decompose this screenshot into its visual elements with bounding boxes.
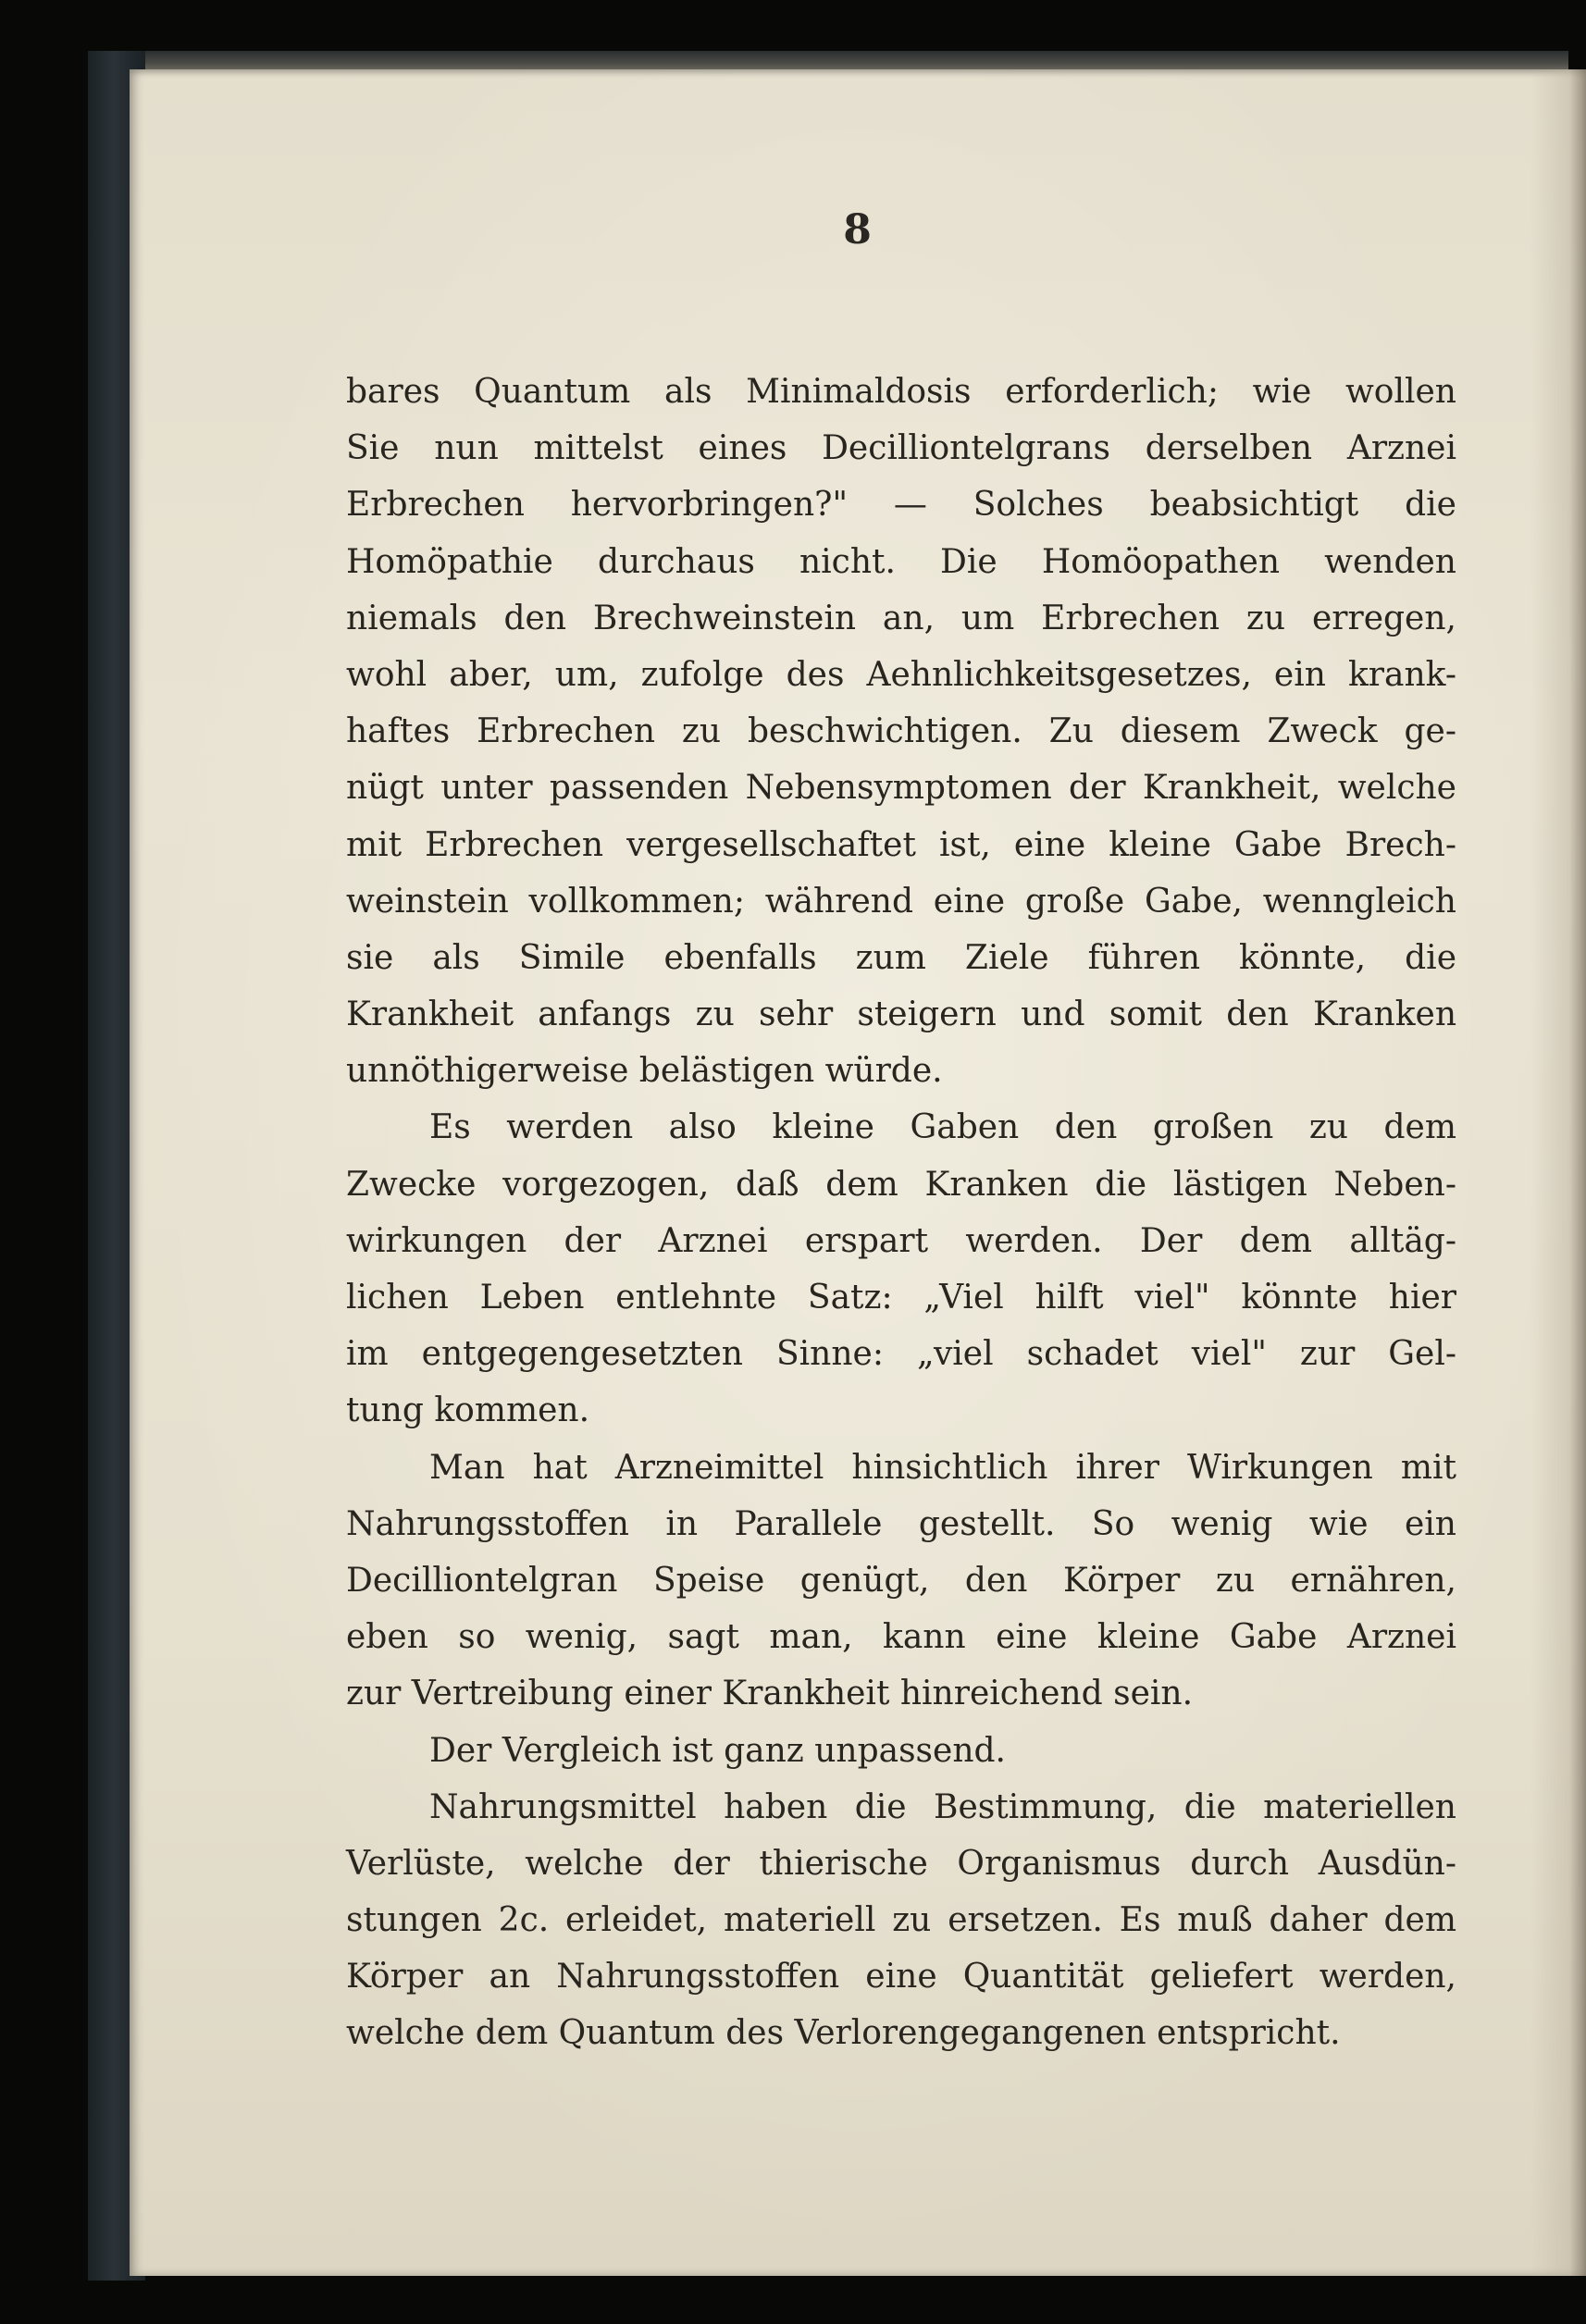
- text-line: lichen Leben entlehnte Satz: „Viel hilft viel" könnte hier: [346, 1279, 1456, 1317]
- text-line: Man hat Arzneimittel hinsichtlich ihrer Wirkungen mit: [429, 1448, 1456, 1487]
- text-line: bares Quantum als Minimaldosis erforderlich; wie wollen: [346, 373, 1456, 411]
- text-line: tung kommen.: [346, 1391, 590, 1430]
- text-line: stungen 2c. erleidet, materiell zu ersetzen. Es muß daher dem: [346, 1901, 1456, 1940]
- text-line: wohl aber, um, zufolge des Aehnlichkeitsgesetzes, ein krank-: [346, 655, 1456, 694]
- text-line: Erbrechen hervorbringen?" — Solches beabsichtigt die: [346, 486, 1456, 525]
- text-line: Körper an Nahrungsstoffen eine Quantität geliefert werden,: [346, 1958, 1456, 1996]
- text-line: haftes Erbrechen zu beschwichtigen. Zu diesem Zweck ge-: [346, 712, 1456, 751]
- text-line: Es werden also kleine Gaben den großen zu dem: [429, 1108, 1456, 1147]
- page-edge-shadow: [1530, 69, 1586, 2276]
- text-line: Der Vergleich ist ganz unpassend.: [429, 1731, 1007, 1770]
- text-line: mit Erbrechen vergesellschaftet ist, eine kleine Gabe Brech-: [346, 825, 1456, 864]
- text-line: welche dem Quantum des Verlorengegangenen entspricht.: [346, 2014, 1341, 2053]
- text-line: Sie nun mittelst eines Decilliontelgrans derselben Arznei: [346, 429, 1456, 468]
- text-line: unnöthigerweise belästigen würde.: [346, 1052, 943, 1091]
- text-line: Decilliontelgran Speise genügt, den Körper zu ernähren,: [346, 1561, 1456, 1600]
- text-line: Nahrungsstoffen in Parallele gestellt. So wenig wie ein: [346, 1504, 1456, 1543]
- text-line: Zwecke vorgezogen, daß dem Kranken die lästigen Neben-: [346, 1165, 1456, 1204]
- body-text: [346, 364, 1456, 2062]
- paper-page: [130, 69, 1586, 2276]
- text-line: nügt unter passenden Nebensymptomen der Krankheit, welche: [346, 769, 1456, 808]
- text-line: im entgegengesetzten Sinne: „viel schadet viel" zur Gel-: [346, 1335, 1456, 1374]
- text-line: zur Vertreibung einer Krankheit hinreichend sein.: [346, 1675, 1194, 1713]
- text-line: Nahrungsmittel haben die Bestimmung, die materiellen: [429, 1787, 1456, 1826]
- book-cover-top-edge: [88, 51, 1568, 71]
- text-line: Verlüste, welche der thierische Organismus durch Ausdün-: [346, 1844, 1456, 1883]
- text-line: wirkungen der Arznei erspart werden. Der dem alltäg-: [346, 1221, 1456, 1260]
- text-line: niemals den Brechweinstein an, um Erbrechen zu erregen,: [346, 599, 1456, 637]
- text-line: Homöpathie durchaus nicht. Die Homöopathen wenden: [346, 542, 1456, 581]
- page-number: 8: [843, 206, 873, 253]
- text-line: sie als Simile ebenfalls zum Ziele führen könnte, die: [346, 938, 1456, 977]
- text-line: eben so wenig, sagt man, kann eine kleine Gabe Arznei: [346, 1618, 1456, 1657]
- text-line: weinstein vollkommen; während eine große Gabe, wenngleich: [346, 882, 1456, 921]
- text-line: Krankheit anfangs zu sehr steigern und somit den Kranken: [346, 995, 1456, 1034]
